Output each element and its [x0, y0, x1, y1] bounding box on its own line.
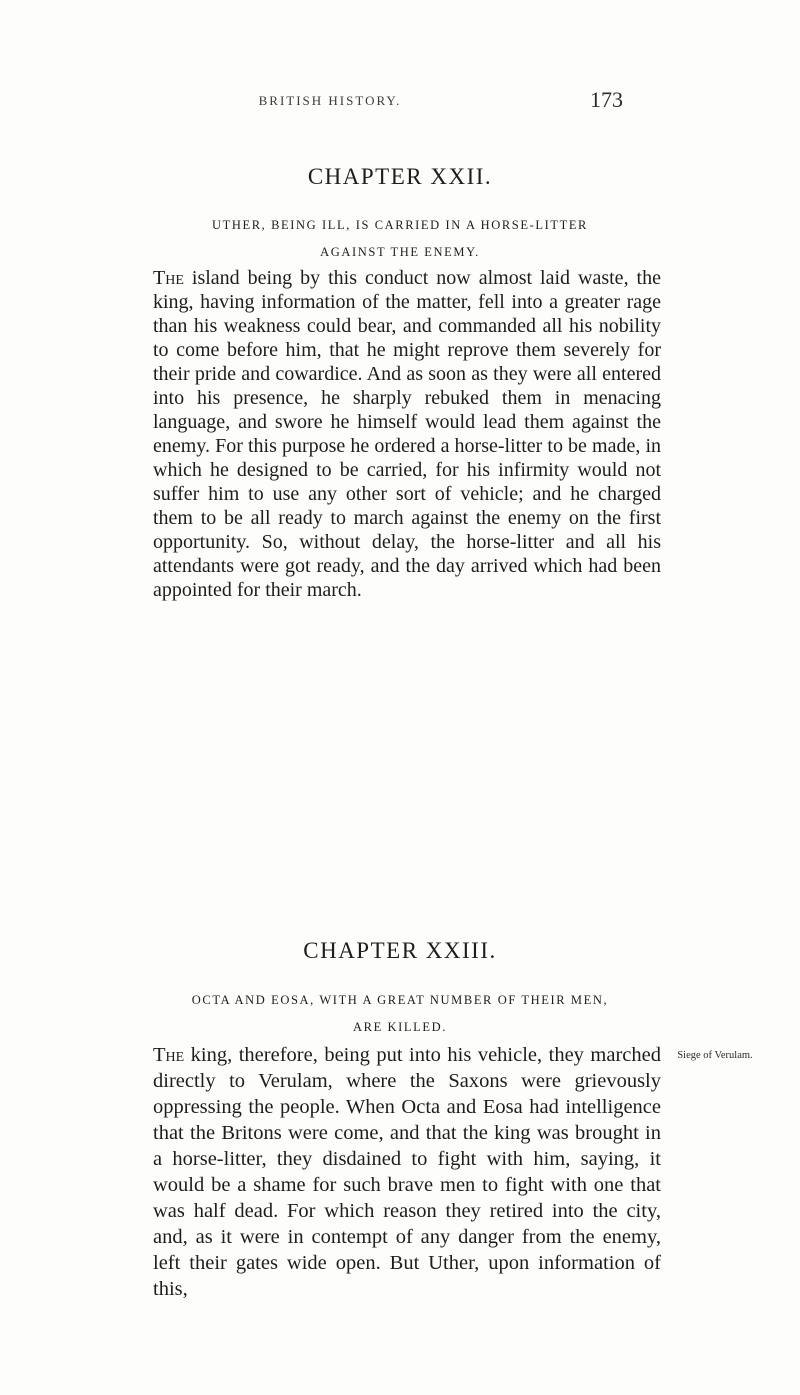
margin-note: Siege of Verulam.	[677, 1050, 753, 1061]
chapter-22-heading: CHAPTER XXII.	[307, 164, 493, 189]
chapter-23-lead-word: The	[153, 1044, 185, 1066]
chapter-22-text: island being by this conduct now almost laid waste, the king, having information of the matter, fell into a greater rage than his weakness could bear, and commanded all his nobility to come before him, that he might reprove them severely for their pride and cowardice. And as soon as they were all entered into his presence, he sharply rebuked them in menacing language, and swore he himself would lead them against the enemy. For this purpose he ordered a horse-litter to be made, in which he designed to be carried, for his infirmity would not suffer him to use any other sort of vehicle; and he charged them to be all ready to march against the enemy on the first opportunity. So, without delay, the horse-litter and all his attendants were got ready, and the day arrived which had been appointed for their march.	[153, 267, 661, 601]
chapter-23-subtitle	[150, 987, 650, 1041]
chapter-23-body	[153, 1042, 661, 1302]
chapter-22-body	[153, 266, 661, 602]
chapter-22-subtitle	[150, 212, 650, 266]
chapter-22-subtitle-line-1: UTHER, BEING ILL, IS CARRIED IN A HORSE-LITTER	[211, 218, 588, 232]
chapter-23-subtitle-line-2: ARE KILLED.	[353, 1020, 447, 1034]
page-number: 173	[590, 87, 623, 112]
chapter-23-text: king, therefore, being put into his vehicle, they marched directly to Verulam, where the Saxons were grievously oppressing the people. When Octa and Eosa had intelligence that the Britons were come, and that the king was brought in a horse-litter, they disdained to fight with him, saying, it would be a shame for such brave men to fight with one that was half dead. For which reason they retired into the city, and, as it were in contempt of any danger from the enemy, left their gates wide open. But Uther, upon information of this,	[153, 1044, 661, 1300]
chapter-23-subtitle-line-1: OCTA AND EOSA, WITH A GREAT NUMBER OF THEIR MEN,	[191, 993, 609, 1007]
chapter-22-subtitle-line-2: AGAINST THE ENEMY.	[320, 245, 480, 259]
chapter-22-lead-word: The	[153, 267, 184, 289]
chapter-23-heading: CHAPTER XXIII.	[303, 938, 497, 963]
running-title: BRITISH HISTORY.	[258, 93, 402, 108]
running-head	[0, 87, 800, 117]
